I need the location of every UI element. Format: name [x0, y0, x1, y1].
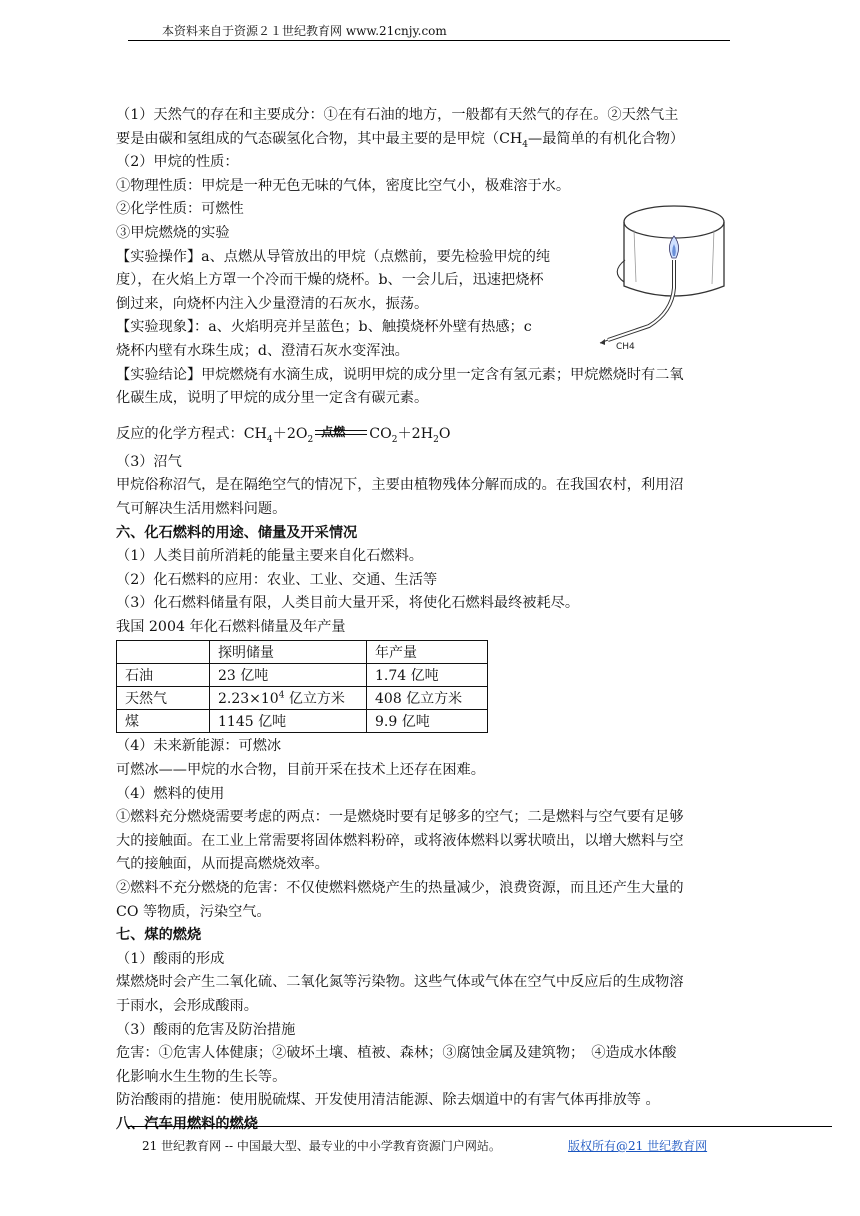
table-cell: 9.9 亿吨 — [367, 710, 488, 733]
paragraph-line: 【实验现象】：a、火焰明亮并呈蓝色；b、触摸烧杯外壁有热感；c — [116, 319, 532, 336]
paragraph-line: ①燃料充分燃烧需要考虑的两点：一是燃烧时要有足够多的空气；二是燃料与空气要有足够 — [116, 809, 684, 826]
table-row — [117, 687, 488, 710]
page-header — [128, 22, 730, 41]
table-header-cell — [117, 641, 210, 664]
table-header-row — [117, 641, 488, 664]
table-cell: 23 亿吨 — [210, 664, 367, 687]
table-cell: 408 亿立方米 — [367, 687, 488, 710]
paragraph-line: （3）化石燃料储量有限，人类目前大量开采，将使化石燃料最终被耗尽。 — [116, 595, 580, 612]
table-cell: 煤 — [117, 710, 210, 733]
paragraph-line: ①物理性质：甲烷是一种无色无味的气体，密度比空气小，极难溶于水。 — [116, 177, 571, 194]
table-cell: 1.74 亿吨 — [367, 664, 488, 687]
paragraph-line: ③甲烷燃烧的实验 — [116, 224, 230, 241]
table-header-cell: 年产量 — [367, 641, 488, 664]
paragraph-line: （2）甲烷的性质： — [116, 154, 239, 171]
paragraph-line: （1）天然气的存在和主要成分：①在有石油的地方，一般都有天然气的存在。②天然气主 — [116, 107, 679, 123]
paragraph-line: ②化学性质：可燃性 — [116, 201, 244, 218]
paragraph-line: 要是由碳和氢组成的气态碳氢化合物，其中最主要的是甲烷（$CH_4—$最简单的有机化合物） — [116, 130, 685, 150]
document-body — [116, 104, 744, 1137]
footer-left-text: 21 世纪教育网 -- 中国最大型、最专业的中小学教育资源门户网站。 — [142, 1139, 501, 1153]
section-heading: 八、汽车用燃料的燃烧 — [116, 1115, 258, 1132]
paragraph-line: 【实验结论】甲烷燃烧有水滴生成，说明甲烷的成分里一定含有氢元素；甲烷燃烧时有二氧 — [116, 366, 684, 383]
paragraph-line: 于雨水，会形成酸雨。 — [116, 998, 258, 1014]
paragraph-line: （1）酸雨的形成 — [116, 950, 225, 967]
table-header-cell: 探明储量 — [210, 641, 367, 664]
gas-label: CH4 — [616, 342, 635, 350]
paragraph-line: （3）酸雨的危害及防治措施 — [116, 1021, 296, 1038]
paragraph-line: （1）人类目前所消耗的能量主要来自化石燃料。 — [116, 548, 423, 565]
reserves-table — [116, 640, 488, 733]
methane-burning-illustration — [594, 200, 744, 350]
paragraph-line: 倒过来，向烧杯内注入少量澄清的石灰水，振荡。 — [116, 295, 429, 312]
paragraph-line: 甲烷俗称沼气，是在隔绝空气的情况下，主要由植物残体分解而成的。在我国农村，利用沼 — [116, 477, 684, 494]
paragraph-line: 【实验操作】a、点燃从导管放出的甲烷（点燃前，要先检验甲烷的纯 — [116, 248, 551, 265]
paragraph-line: CO 等物质，污染空气。 — [116, 903, 271, 920]
section-heading: 七、煤的燃烧 — [116, 927, 202, 944]
page-footer — [128, 1126, 832, 1155]
paragraph-line: （3）沼气 — [116, 453, 182, 470]
paragraph-line: 防治酸雨的措施：使用脱硫煤、开发使用清洁能源、除去烟道中的有害气体再排放等 。 — [116, 1092, 660, 1109]
table-caption: 我国 2004 年化石燃料储量及年产量 — [116, 618, 346, 635]
paragraph-line: （4）燃料的使用 — [116, 785, 225, 802]
paragraph-line: 化碳生成，说明了甲烷的成分里一定含有碳元素。 — [116, 390, 429, 407]
chemical-equation: 反应的化学方程式：$CH_4+2O_2$ 点燃 $CO_2+2H_2O$ — [116, 411, 744, 451]
table-cell: $2.23\times 10^4$ 亿立方米 — [210, 687, 367, 710]
paragraph-line: 气的接触面，从而提高燃烧效率。 — [116, 856, 329, 873]
paragraph-line: 危害：①危害人体健康；②破坏土壤、植被、森林；③腐蚀金属及建筑物； ④造成水体酸 — [116, 1045, 677, 1062]
table-cell: 1145 亿吨 — [210, 710, 367, 733]
paragraph-line: 化影响水生生物的生长等。 — [116, 1068, 287, 1085]
reaction-arrow — [313, 421, 369, 441]
paragraph-line: （4）未来新能源：可燃冰 — [116, 738, 282, 755]
table-cell: 天然气 — [117, 687, 210, 710]
paragraph-line: ②燃料不充分燃烧的危害：不仅使燃料燃烧产生的热量减少，浪费资源，而且还产生大量的 — [116, 880, 684, 897]
section-heading: 六、化石燃料的用途、储量及开采情况 — [116, 524, 358, 541]
copyright-link[interactable]: 版权所有@21 世纪教育网 — [568, 1139, 708, 1153]
reaction-condition: 点燃 — [321, 424, 346, 439]
paragraph-line: 煤燃烧时会产生二氧化硫、二氧化氮等污染物。这些气体或气体在空气中反应后的生成物溶 — [116, 974, 684, 991]
paragraph-line: 度），在火焰上方罩一个冷而干燥的烧杯。b、一会儿后，迅速把烧杯 — [116, 272, 544, 289]
paragraph-line: 气可解决生活用燃料问题。 — [116, 500, 287, 517]
table-cell: 石油 — [117, 664, 210, 687]
paragraph-line: （2）化石燃料的应用：农业、工业、交通、生活等 — [116, 571, 438, 588]
paragraph-line: 可燃冰——甲烷的水合物，目前开采在技术上还存在困难。 — [116, 762, 485, 779]
paragraph-line: 烧杯内壁有水珠生成；d、澄清石灰水变浑浊。 — [116, 342, 409, 359]
paragraph-line: 大的接触面。在工业上常需要将固体燃料粉碎，或将液体燃料以雾状喷出，以增大燃料与空 — [116, 832, 684, 849]
table-row — [117, 710, 488, 733]
header-text: 本资料来自于资源２１世纪教育网 www.21cnjy.com — [162, 24, 447, 38]
table-row — [117, 664, 488, 687]
